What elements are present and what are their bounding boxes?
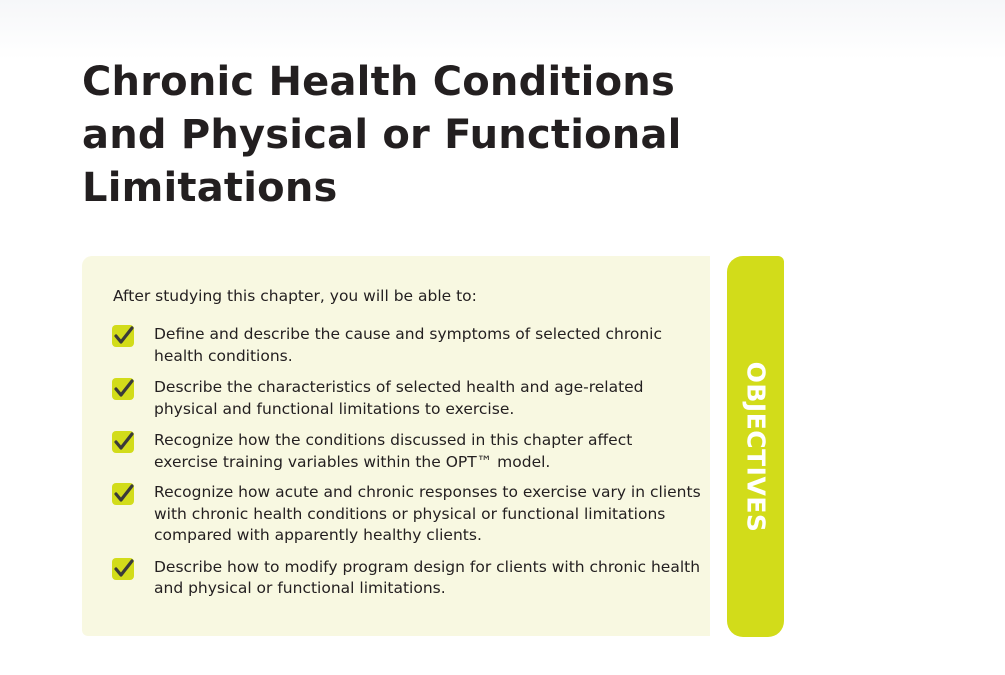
objective-item xyxy=(111,324,701,367)
objectives-intro: After studying this chapter, you will be able to: xyxy=(113,287,477,305)
objective-text: Recognize how acute and chronic responses to exercise vary in clients with chronic health conditions or physical or functional limitations compared with apparently healthy clients. xyxy=(154,483,701,544)
objective-item xyxy=(111,482,701,547)
objectives-panel xyxy=(82,256,710,636)
page-header-fade xyxy=(0,0,1005,60)
checkmark-icon xyxy=(111,430,135,454)
objectives-list xyxy=(111,324,701,610)
objectives-tab xyxy=(727,256,784,637)
objective-item xyxy=(111,377,701,420)
checkmark-icon xyxy=(111,482,135,506)
objective-text: Describe how to modify program design for clients with chronic health and physical or functional limitations. xyxy=(154,557,701,597)
objective-text: Recognize how the conditions discussed in this chapter affect exercise training variables within the OPT™ model. xyxy=(154,431,633,471)
chapter-title: Chronic Health Conditions and Physical or Functional Limitations xyxy=(82,59,682,211)
objective-item xyxy=(111,430,701,473)
checkmark-icon xyxy=(111,377,135,401)
objectives-tab-label: OBJECTIVES xyxy=(741,361,770,532)
objective-item xyxy=(111,557,701,600)
checkmark-icon xyxy=(111,557,135,581)
checkmark-icon xyxy=(111,324,135,348)
objective-text: Describe the characteristics of selected health and age-related physical and functional limitations to exercise. xyxy=(154,378,644,418)
objective-text: Define and describe the cause and symptoms of selected chronic health conditions. xyxy=(154,325,662,365)
